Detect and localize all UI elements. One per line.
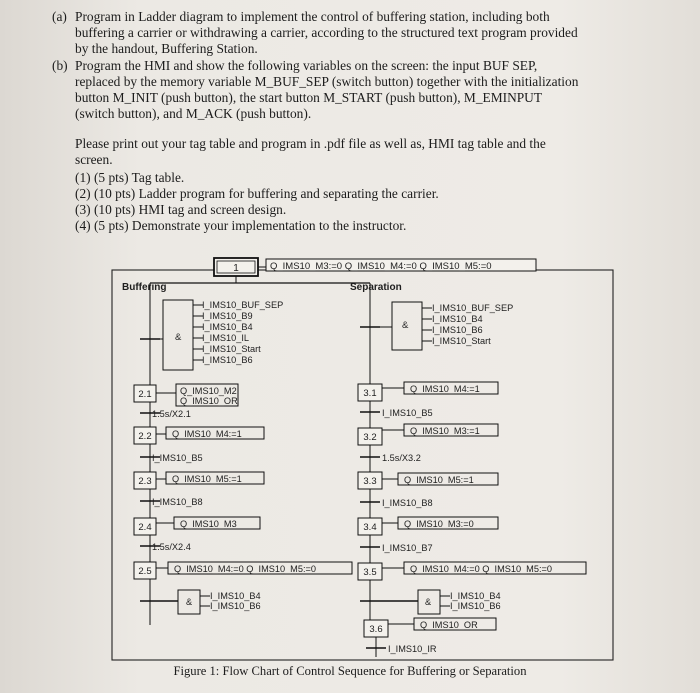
right-and-input-1: I_IMS10_BUF_SEP xyxy=(432,303,514,313)
left-step-2-2-action: Q_IMS10_M4:=1 xyxy=(172,429,242,439)
instructions-item-1: (1) (5 pts) Tag table. xyxy=(75,170,185,185)
left-and-input-4: I_IMS10_IL xyxy=(202,333,249,343)
right-step-3-6-action: Q_IMS10_OR xyxy=(420,620,478,630)
question-a-line-1: Program in Ladder diagram to implement the control of buffering station, including both xyxy=(75,9,550,24)
left-transition-3: I_IMS10_B8 xyxy=(152,497,203,507)
left-step-2-3-id: 2.3 xyxy=(138,476,152,487)
instructions-item-4: (4) (5 pts) Demonstrate your implementation to the instructor. xyxy=(75,218,407,233)
left-and-input-3: I_IMS10_B4 xyxy=(202,322,253,332)
left-step-2-5-id: 2.5 xyxy=(138,566,152,577)
question-a-line-2: buffering a carrier or withdrawing a carrier, according to the structured text program provided xyxy=(75,25,578,40)
left-and-input-1: I_IMS10_BUF_SEP xyxy=(202,300,284,310)
right-and-input-3: I_IMS10_B6 xyxy=(432,325,483,335)
left-and-input-2: I_IMS10_B9 xyxy=(202,311,253,321)
left-and-input-5: I_IMS10_Start xyxy=(202,344,261,354)
right-step-3-5-id: 3.5 xyxy=(363,567,377,578)
left-step-2-3-action: Q_IMS10_M5:=1 xyxy=(172,474,242,484)
initial-step-number: 1 xyxy=(233,263,239,274)
left-step-2-2-id: 2.2 xyxy=(138,431,152,442)
question-b-label: (b) xyxy=(52,58,68,73)
left-and-symbol: & xyxy=(175,332,182,343)
question-b-line-1: Program the HMI and show the following variables on the screen: the input BUF SEP, xyxy=(75,58,538,73)
instructions-line-1: Please print out your tag table and program in .pdf file as well as, HMI tag table and the xyxy=(75,136,546,151)
right-step-3-6-id: 3.6 xyxy=(369,624,383,635)
right-last-transition: I_IMS10_IR xyxy=(388,644,437,654)
instructions-item-2: (2) (10 pts) Ladder program for buffering and separating the carrier. xyxy=(75,186,439,201)
left-and-input-6: I_IMS10_B6 xyxy=(202,355,253,365)
right-step-3-1-id: 3.1 xyxy=(363,388,377,399)
right-step-3-4-action: Q_IMS10_M3:=0 xyxy=(404,519,474,529)
right-transition-2: 1.5s/X3.2 xyxy=(382,453,421,463)
right-step-3-3-action: Q_IMS10_M5:=1 xyxy=(404,475,474,485)
question-b-line-3: button M_INIT (push button), the start button M_START (push button), M_EMINPUT xyxy=(75,90,543,105)
left-final-input-2: I_IMS10_B6 xyxy=(210,601,261,611)
left-and-inputs xyxy=(193,300,283,365)
right-final-input-1: I_IMS10_B4 xyxy=(450,591,501,601)
left-final-and-symbol: & xyxy=(186,597,193,607)
right-and-input-2: I_IMS10_B4 xyxy=(432,314,483,324)
question-b-line-4: (switch button), and M_ACK (push button). xyxy=(75,106,312,121)
right-step-3-1-action: Q_IMS10_M4:=1 xyxy=(410,384,480,394)
initial-action-text: Q_IMS10_M3:=0 Q_IMS10_M4:=0 Q_IMS10_M5:=0 xyxy=(270,261,492,272)
instructions-line-2: screen. xyxy=(75,152,113,167)
left-step-2-5-action: Q_IMS10_M4:=0 Q_IMS10_M5:=0 xyxy=(174,564,316,574)
question-a-line-3: by the handout, Buffering Station. xyxy=(75,41,258,56)
right-step-3-2-id: 3.2 xyxy=(363,432,377,443)
left-transition-1: 1.5s/X2.1 xyxy=(152,409,191,419)
left-transition-2: I_IMS10_B5 xyxy=(152,453,203,463)
right-transition-3: I_IMS10_B8 xyxy=(382,498,433,508)
right-and-symbol: & xyxy=(402,320,409,331)
left-step-2-1-action-2: Q_IMS10_OR xyxy=(180,396,238,406)
right-and-inputs xyxy=(422,303,513,346)
question-a-label: (a) xyxy=(52,9,67,24)
left-step-2-4-action: Q_IMS10_M3 xyxy=(180,519,237,529)
right-and-input-4: I_IMS10_Start xyxy=(432,336,491,346)
right-transition-4: I_IMS10_B7 xyxy=(382,543,433,553)
right-step-3-4-id: 3.4 xyxy=(363,522,377,533)
left-final-input-1: I_IMS10_B4 xyxy=(210,591,261,601)
right-final-input-2: I_IMS10_B6 xyxy=(450,601,501,611)
instructions-item-3: (3) (10 pts) HMI tag and screen design. xyxy=(75,202,287,217)
right-transition-1: I_IMS10_B5 xyxy=(382,408,433,418)
right-step-3-3-id: 3.3 xyxy=(363,476,377,487)
right-step-3-2-action: Q_IMS10_M3:=1 xyxy=(410,426,480,436)
right-final-and-symbol: & xyxy=(425,597,432,607)
left-step-2-4-id: 2.4 xyxy=(138,522,152,533)
left-transition-4: 1.5s/X2.4 xyxy=(152,542,191,552)
left-step-2-1-action: Q_IMS10_M2 xyxy=(180,386,237,396)
buffering-title: Buffering xyxy=(122,282,167,293)
figure-caption: Figure 1: Flow Chart of Control Sequence for Buffering or Separation xyxy=(173,664,527,678)
right-step-3-5-action: Q_IMS10_M4:=0 Q_IMS10_M5:=0 xyxy=(410,564,552,574)
left-step-2-1-id: 2.1 xyxy=(138,389,152,400)
question-b-line-2: replaced by the memory variable M_BUF_SEP (switch button) together with the initialization xyxy=(75,74,579,89)
separation-title: Separation xyxy=(350,282,402,293)
